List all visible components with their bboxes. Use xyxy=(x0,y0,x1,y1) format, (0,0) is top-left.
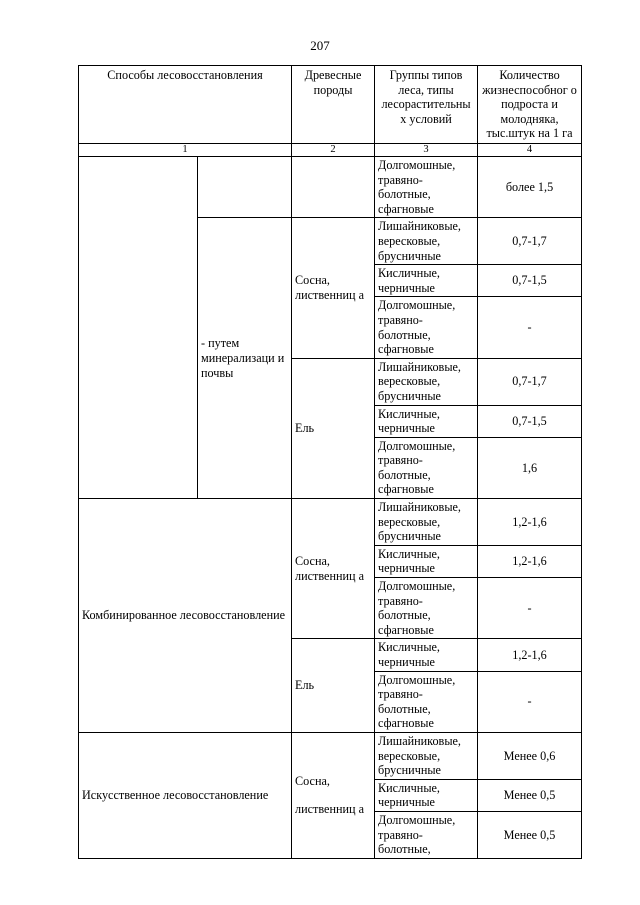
table-row xyxy=(79,732,582,779)
forest-type-cell: Кисличные, черничные xyxy=(375,265,478,297)
quantity-cell: 1,2-1,6 xyxy=(478,499,582,546)
species-pine-larch: Сосна, лиственниц а xyxy=(292,218,375,358)
header-forest-types: Группы типов леса, типы лесорастительны х условий xyxy=(375,66,478,144)
forest-type-cell: Лишайниковые, вересковые, брусничные xyxy=(375,732,478,779)
forest-type-cell: Лишайниковые, вересковые, брусничные xyxy=(375,358,478,405)
method-sub-cell-empty xyxy=(198,157,292,218)
quantity-cell: 0,7-1,7 xyxy=(478,358,582,405)
quantity-cell: - xyxy=(478,578,582,639)
forest-type-cell: Долгомошные, травяно-болотные, сфагновые xyxy=(375,437,478,498)
method-combined: Комбинированное лесовосстановление xyxy=(79,499,292,733)
quantity-cell: 1,2-1,6 xyxy=(478,639,582,671)
forest-type-cell: Кисличные, черничные xyxy=(375,779,478,811)
column-number: 4 xyxy=(478,144,582,157)
quantity-cell: Менее 0,5 xyxy=(478,779,582,811)
table-row xyxy=(79,157,582,218)
forest-type-cell: Лишайниковые, вересковые, брусничные xyxy=(375,218,478,265)
column-number-row xyxy=(79,144,582,157)
quantity-cell: 0,7-1,5 xyxy=(478,405,582,437)
column-number: 3 xyxy=(375,144,478,157)
forest-type-cell: Кисличные, черничные xyxy=(375,545,478,577)
species-spruce: Ель xyxy=(292,639,375,733)
column-number: 1 xyxy=(79,144,292,157)
quantity-cell: - xyxy=(478,671,582,732)
page-number: 207 xyxy=(310,38,330,53)
forest-type-cell: Долгомошные, травяно-болотные, сфагновые xyxy=(375,157,478,218)
quantity-cell: 0,7-1,5 xyxy=(478,265,582,297)
column-number: 2 xyxy=(292,144,375,157)
quantity-cell: Менее 0,6 xyxy=(478,732,582,779)
table-row xyxy=(79,499,582,546)
forest-type-cell: Долгомошные, травяно-болотные, сфагновые xyxy=(375,578,478,639)
quantity-cell: 1,6 xyxy=(478,437,582,498)
quantity-cell: 1,2-1,6 xyxy=(478,545,582,577)
header-quantity: Количество жизнеспособног о подроста и молодняка, тыс.штук на 1 га xyxy=(478,66,582,144)
reforestation-table xyxy=(78,65,582,859)
quantity-cell: 0,7-1,7 xyxy=(478,218,582,265)
header-row xyxy=(79,66,582,144)
forest-type-cell: Долгомошные, травяно-болотные, xyxy=(375,811,478,858)
species-pine-larch-split xyxy=(292,732,375,858)
species-spruce: Ель xyxy=(292,358,375,498)
method-artificial: Искусственное лесовосстановление xyxy=(79,732,292,858)
species-cell-empty xyxy=(292,157,375,218)
quantity-cell: Менее 0,5 xyxy=(478,811,582,858)
quantity-cell: более 1,5 xyxy=(478,157,582,218)
forest-type-cell: Долгомошные, травяно-болотные, сфагновые xyxy=(375,671,478,732)
quantity-cell: - xyxy=(478,297,582,358)
method-mineralization: - путем минерализаци и почвы xyxy=(198,218,292,499)
species-pine: Сосна, xyxy=(295,773,330,788)
forest-type-cell: Кисличные, черничные xyxy=(375,639,478,671)
forest-type-cell: Лишайниковые, вересковые, брусничные xyxy=(375,499,478,546)
forest-type-cell: Долгомошные, травяно-болотные, сфагновые xyxy=(375,297,478,358)
species-pine-larch: Сосна, лиственниц а xyxy=(292,499,375,639)
header-species: Древесные породы xyxy=(292,66,375,144)
method-cell-empty xyxy=(79,157,198,499)
forest-type-cell: Кисличные, черничные xyxy=(375,405,478,437)
header-methods: Способы лесовосстановления xyxy=(79,66,292,144)
species-larch: лиственниц а xyxy=(295,802,364,817)
